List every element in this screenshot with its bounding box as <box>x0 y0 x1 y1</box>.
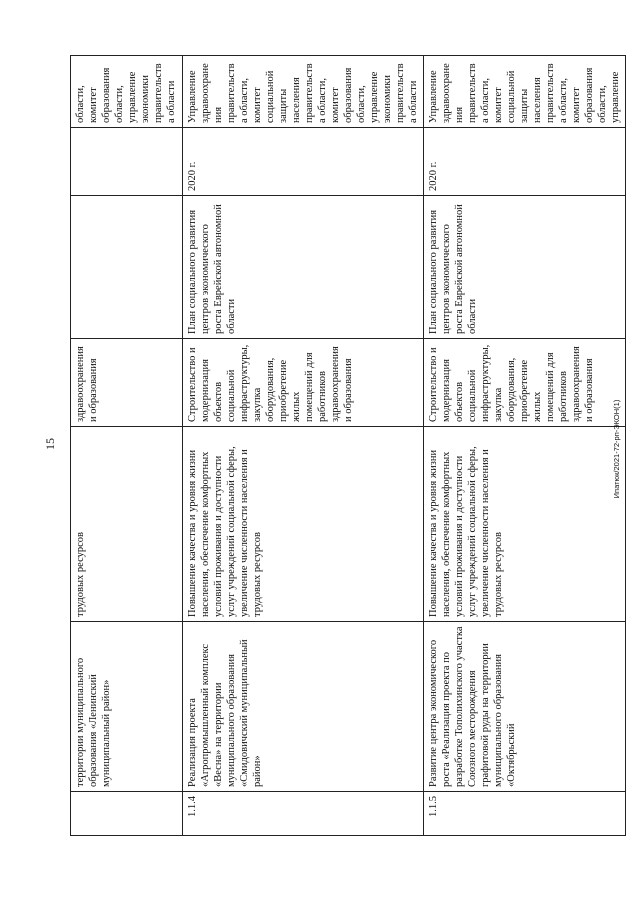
page-number: 15 <box>42 438 57 450</box>
row-number <box>71 792 183 836</box>
row-number: 1.1.4 <box>183 792 424 836</box>
project-name-cell: Реализация проекта «Агропромышленный комплекс «Весна» на территории муниципального образования «Смидовичский муниципальный район» <box>183 622 424 792</box>
executor-cell: области, комитет образования области, управление экономики правительства области <box>71 56 183 128</box>
project-name-cell: Развитие центра экономического роста «Реализация проекта по разработке Тополихинского участка Союзного месторождения графитовой руды на территории муниципального образования «Октябрьский <box>424 622 626 792</box>
table-row <box>183 56 424 836</box>
result-cell: Повышение качества и уровня жизни населения, обеспечение комфортных условий проживания и доступности услуг учреждений социальной сферы, увеличение численности населения и трудовых ресурсов <box>183 427 424 622</box>
result-cell: трудовых ресурсов <box>71 427 183 622</box>
year-cell: 2020 г. <box>424 128 626 196</box>
measures-cell: Строительство и модернизация объектов социальной инфраструктуры, закупка оборудования, приобретение жилых помещений для работников здравоохранения и образования <box>183 339 424 427</box>
result-cell: Повышение качества и уровня жизни населения, обеспечение комфортных условий проживания и доступности услуг учреждений социальной сферы, увеличение численности населения и трудовых ресурсов <box>424 427 626 622</box>
row-number: 1.1.5 <box>424 792 626 836</box>
measures-cell: Строительство и модернизация объектов социальной инфраструктуры, закупка оборудования, приобретение жилых помещений для работников здравоохранения и образования <box>424 339 626 427</box>
executor-cell: Управление здравоохранения правительства области, комитет социальной защиты населения правительства области, комитет образования области, управление экономики правительства области <box>183 56 424 128</box>
executor-cell: Управление здравоохранения правительства области, комитет социальной защиты населения правительства области, комитет образования области, управление <box>424 56 626 128</box>
project-name-cell: территории муниципального образования «Ленинский муниципальный район» <box>71 622 183 792</box>
table-row <box>71 56 183 836</box>
year-cell: 2020 г. <box>183 128 424 196</box>
document-cell <box>71 196 183 339</box>
table-row <box>424 56 626 836</box>
document-cell: План социального развития центров экономического роста Еврейской автономной области <box>183 196 424 339</box>
document-cell: План социального развития центров экономического роста Еврейской автономной области <box>424 196 626 339</box>
plan-table <box>70 55 626 836</box>
measures-cell: здравоохранения и образования <box>71 339 183 427</box>
document-code: Ипатюк/2021-72-рп-ЭКОН(1) <box>611 399 621 499</box>
year-cell <box>71 128 183 196</box>
